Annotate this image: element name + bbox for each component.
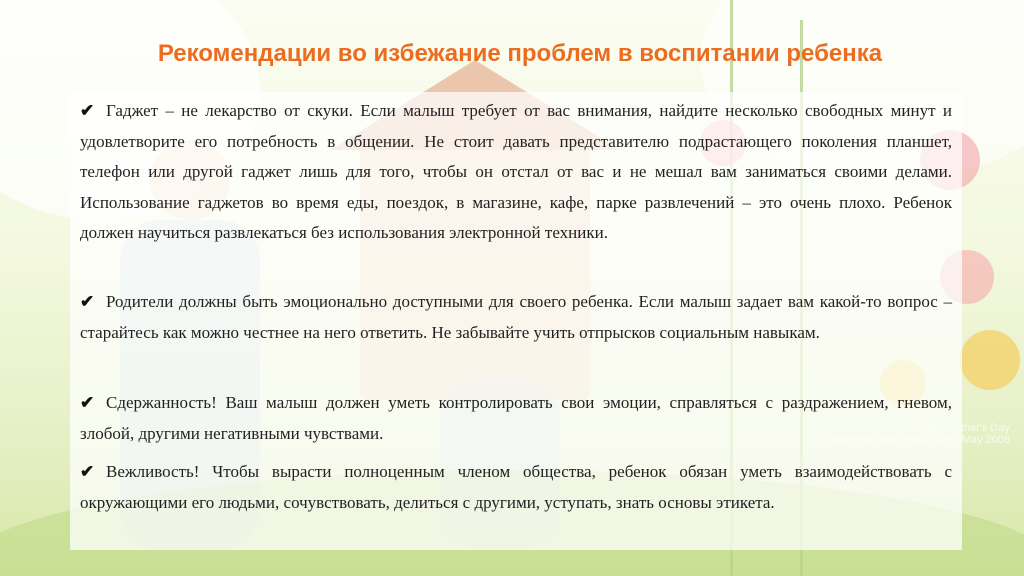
content-panel <box>70 92 962 550</box>
bullet-text: Вежливость! Чтобы вырасти полноценным членом общества, ребенок обязан уметь взаимодействовать с окружающими его людьми, сочувствовать, делиться с другими, уступать, знать основы этикета. <box>80 462 952 512</box>
bullet-text: Гаджет – не лекарство от скуки. Если малыш требует от вас внимания, найдите несколько свободных минут и удовлетворите его потребность в общении. Не стоит давать представителю подрастающего поколения планшет, телефон или другой гаджет лишь для того, чтобы он отстал от вас и не мешал вам заниматься своими делами. Использование гаджетов во время еды, поездок, в магазине, кафе, парке развлечений – это очень плохо. Ребенок должен научиться развлекаться без использования электронной техники. <box>80 101 952 242</box>
slide-title: Рекомендации во избежание проблем в воспитании ребенка <box>157 40 883 67</box>
image-credit-watermark <box>760 422 1010 446</box>
checkmark-icon: ✔ <box>80 393 95 412</box>
bullet-text: Сдержанность! Ваш малыш должен уметь контролировать свои эмоции, справляться с раздражением, гневом, злобой, другими негативными чувствами. <box>80 393 952 443</box>
bullet-text: Родители должны быть эмоционально доступными для своего ребенка. Если малыш задает вам какой-то вопрос – старайтесь как можно честнее на него ответить. Не забывайте учить отпрысков социальным навыкам. <box>80 292 952 342</box>
bullet-item <box>80 287 952 348</box>
bullet-item <box>80 457 952 518</box>
checkmark-icon: ✔ <box>80 292 95 311</box>
checkmark-icon: ✔ <box>80 462 95 481</box>
watermark-line: Image: Mother's Day <box>908 422 1010 434</box>
bullet-item <box>80 96 952 249</box>
checkmark-icon: ✔ <box>80 101 95 120</box>
watermark-line: Copyright: www.fotolia.com, May 2008 <box>822 434 1010 446</box>
